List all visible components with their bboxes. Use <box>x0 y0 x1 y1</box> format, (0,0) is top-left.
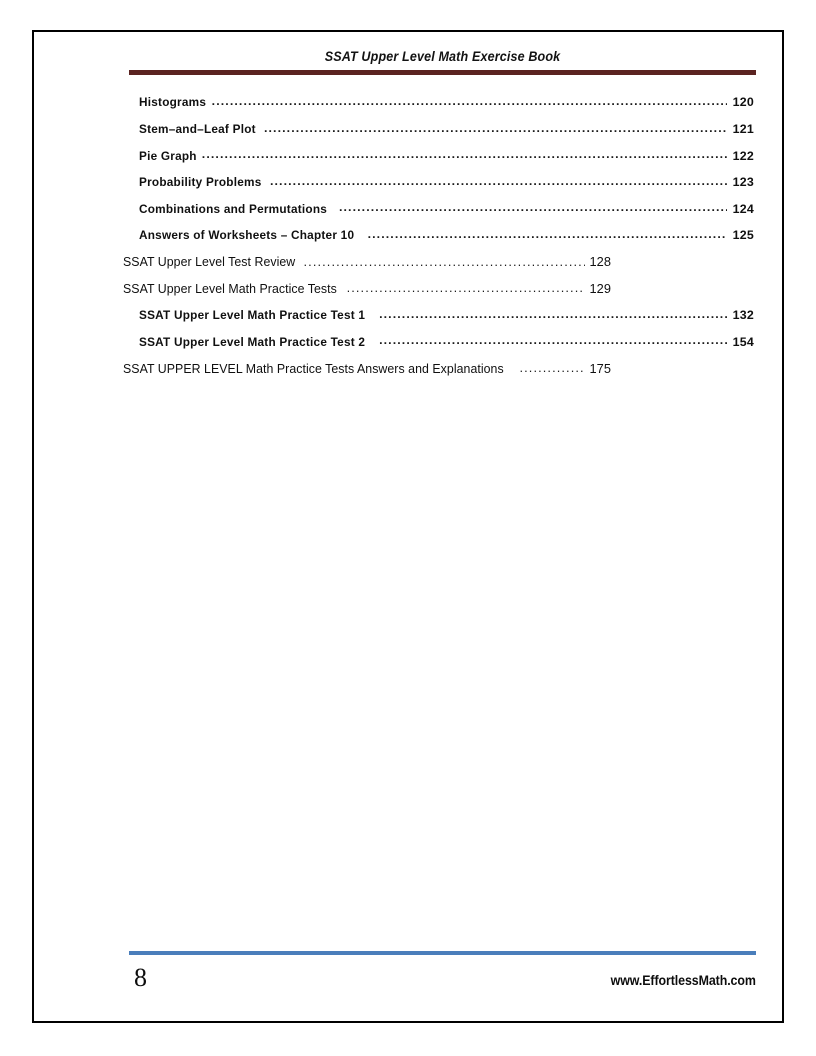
toc-entry[interactable] <box>94 147 754 174</box>
toc-dot-leader <box>202 147 727 159</box>
toc-dot-leader <box>339 200 727 212</box>
toc-dot-leader <box>368 227 727 239</box>
toc-entry-title: SSAT UPPER LEVEL Math Practice Tests Answers and Explanations <box>123 360 504 376</box>
toc-entry-title: Combinations and Permutations <box>139 201 328 216</box>
toc-entry-page-number: 154 <box>732 334 754 349</box>
footer-rule <box>129 951 756 955</box>
page-number: 8 <box>134 963 147 992</box>
toc-entry[interactable] <box>94 121 754 148</box>
table-of-contents <box>94 94 754 387</box>
toc-entry-page-number: 121 <box>732 121 754 136</box>
toc-entry[interactable] <box>94 174 754 201</box>
toc-entry-title: Probability Problems <box>139 175 262 190</box>
footer-row <box>129 961 756 1003</box>
toc-dot-leader <box>264 121 727 133</box>
toc-dot-leader <box>379 307 727 319</box>
toc-entry[interactable] <box>94 227 754 254</box>
toc-dot-leader <box>212 94 727 106</box>
header-rule <box>129 70 756 75</box>
toc-entry-title: Histograms <box>139 95 207 110</box>
page-footer <box>129 951 756 1003</box>
toc-dot-leader <box>304 254 585 267</box>
toc-dot-leader <box>270 174 727 186</box>
toc-entry-page-number: 175 <box>589 360 611 376</box>
toc-dot-leader <box>379 333 727 345</box>
toc-entry-page-number: 132 <box>732 308 754 323</box>
toc-entry-title: Stem–and–Leaf Plot <box>139 121 256 136</box>
page-border-frame <box>32 30 784 1023</box>
toc-entry[interactable] <box>94 280 611 307</box>
toc-entry[interactable] <box>94 200 754 227</box>
toc-entry[interactable] <box>94 94 754 121</box>
toc-entry-page-number: 125 <box>732 228 754 243</box>
header-title: SSAT Upper Level Math Exercise Book <box>324 49 561 64</box>
toc-entry-page-number: 124 <box>732 201 754 216</box>
toc-entry-title: SSAT Upper Level Test Review <box>123 254 296 270</box>
page-header <box>129 49 756 75</box>
toc-entry-title: SSAT Upper Level Math Practice Test 2 <box>139 334 366 349</box>
toc-dot-leader <box>520 360 586 373</box>
toc-entry[interactable] <box>94 360 611 387</box>
toc-entry-page-number: 123 <box>732 175 754 190</box>
toc-entry-title: Pie Graph <box>139 148 197 163</box>
toc-entry[interactable] <box>94 254 611 281</box>
toc-entry-page-number: 122 <box>732 148 754 163</box>
toc-entry-page-number: 128 <box>589 254 611 270</box>
toc-entry-title: Answers of Worksheets – Chapter 10 <box>139 228 355 243</box>
toc-entry[interactable] <box>94 333 754 360</box>
toc-entry-page-number: 129 <box>589 280 611 296</box>
toc-entry[interactable] <box>94 307 754 334</box>
toc-entry-title: SSAT Upper Level Math Practice Tests <box>123 280 337 296</box>
toc-entry-title: SSAT Upper Level Math Practice Test 1 <box>139 308 366 323</box>
toc-dot-leader <box>347 280 585 293</box>
website-url[interactable]: www.EffortlessMath.com <box>610 973 756 988</box>
toc-entry-page-number: 120 <box>732 95 754 110</box>
